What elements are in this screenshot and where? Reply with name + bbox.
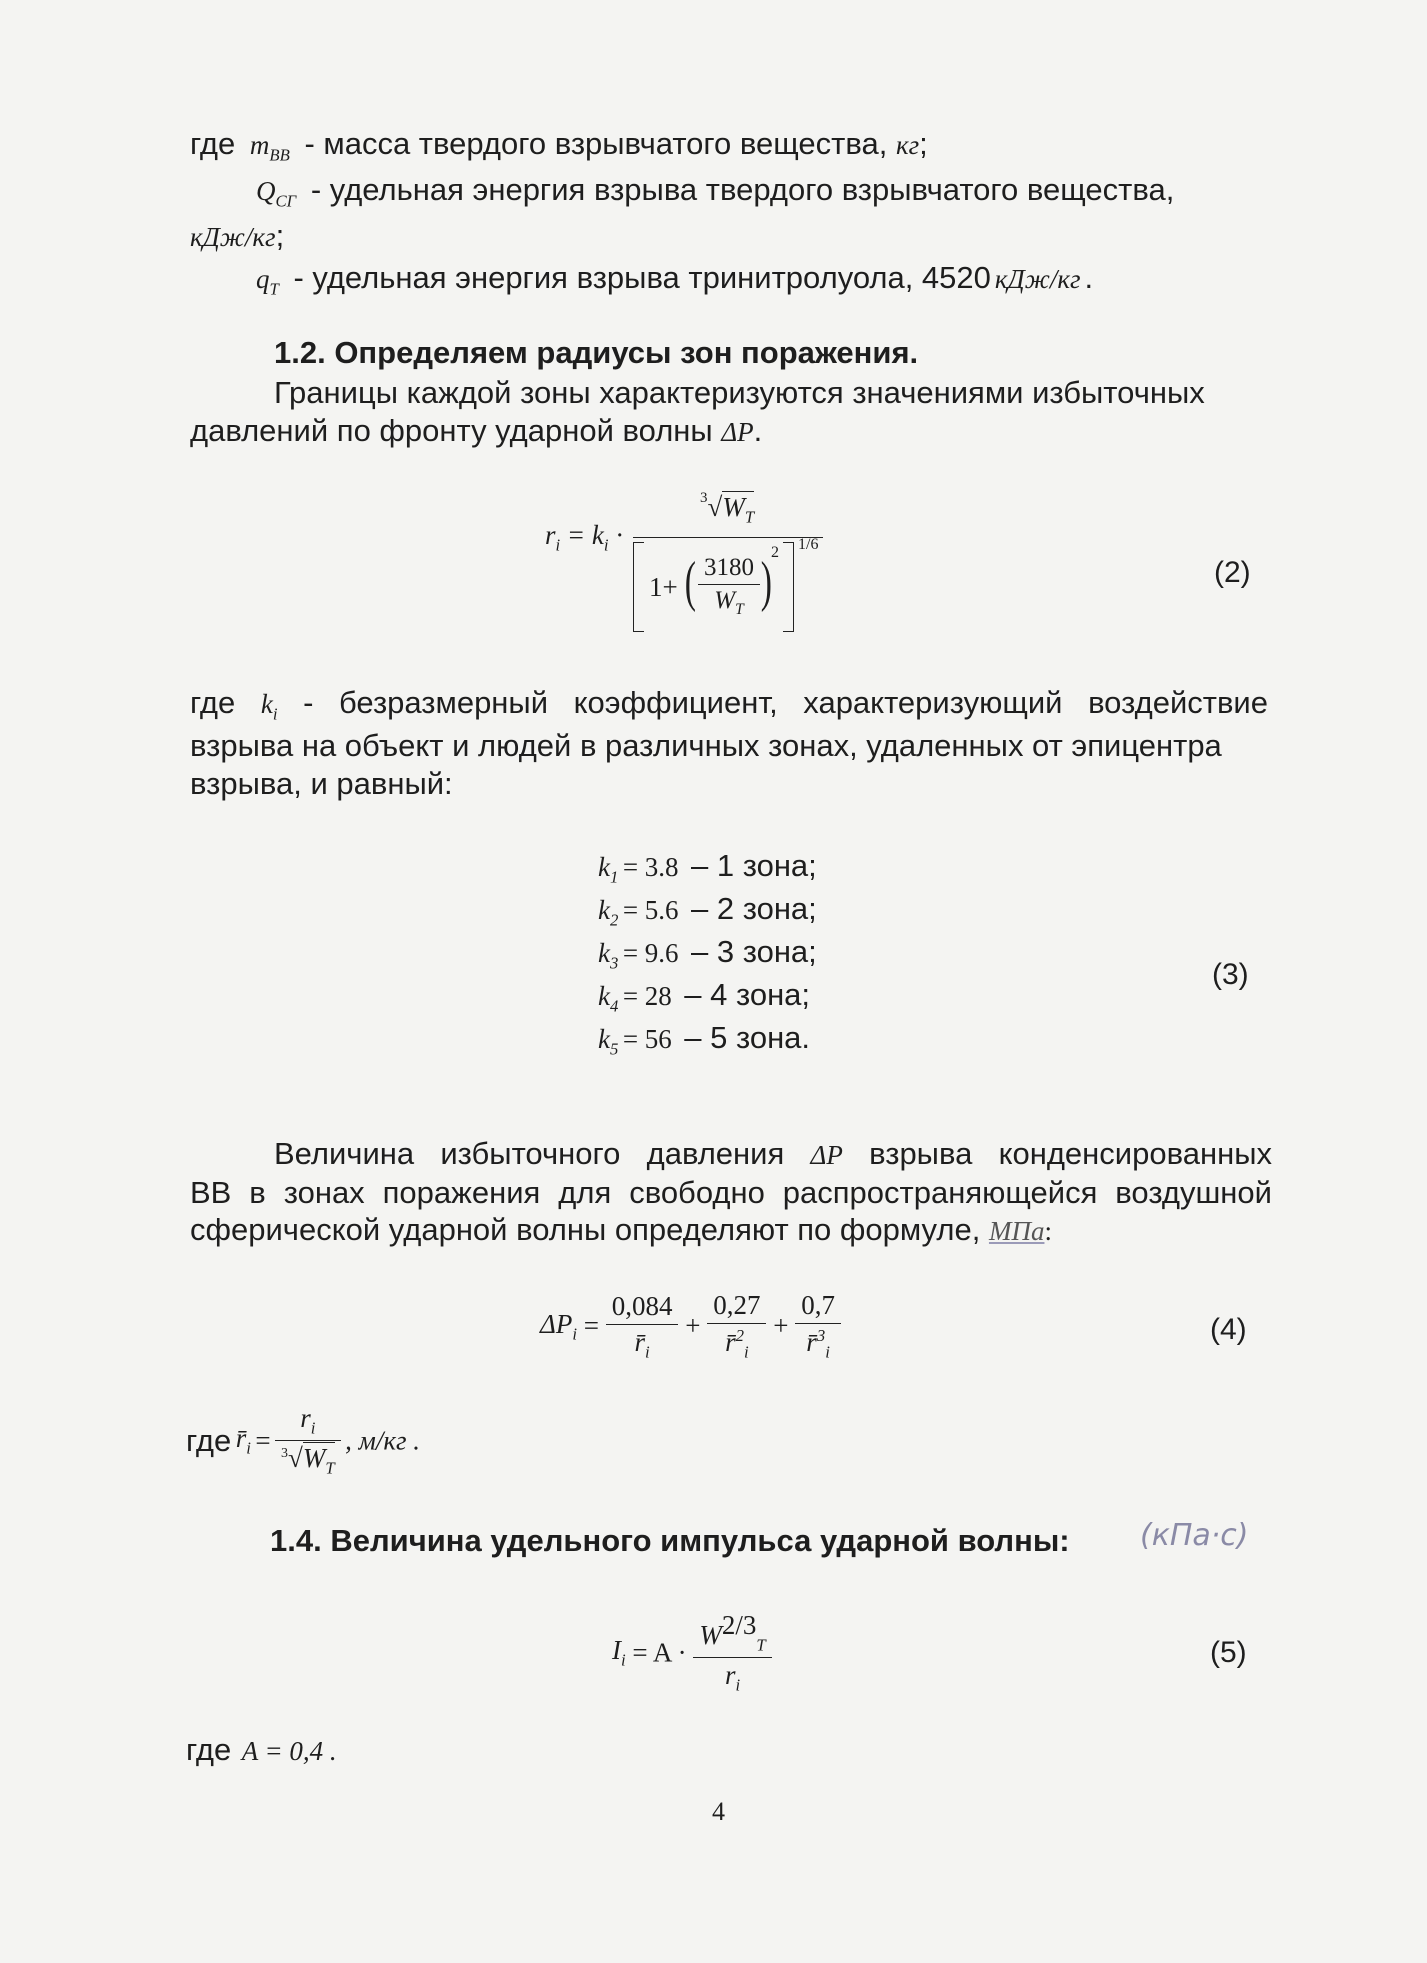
- formula-2-lhs: $r_i = k_i$ ·: [545, 520, 625, 555]
- zone-item: $k_4 = 28 - 4$ зона;: [598, 977, 811, 1016]
- definition-q-sg: $Q_{СГ}$ - удельная энергия взрыва твердого взрывчатого вещества,: [256, 172, 1175, 211]
- page-number: 4: [712, 1797, 725, 1826]
- pressure-paragraph-line1: Величина избыточного давления ΔP взрыва конденсированных: [274, 1136, 1272, 1171]
- equation-number-3: (3): [1212, 958, 1249, 991]
- section-heading-1-4: 1.4. Величина удельного импульса ударной волны:: [270, 1523, 1070, 1558]
- zone-item: $k_2 = 5.6 - 2$ зона;: [598, 891, 817, 930]
- formula-2-numerator: $^3√W_T$: [700, 490, 755, 527]
- ki-definition-line3: взрыва, и равный:: [190, 766, 453, 801]
- ki-definition-line1: где $k_i$ - безразмерный коэффициент, характеризующий воздействие: [190, 685, 1268, 724]
- section-heading-1-2: 1.2. Определяем радиусы зон поражения.: [274, 335, 919, 370]
- formula-5: $I_i = A$ · $\frac{W^{2/3}_T}{r_i}$: [612, 1610, 772, 1696]
- formula-2-left-paren: (: [684, 551, 696, 613]
- formula-2: [545, 492, 835, 642]
- formula-2-square: 2: [771, 544, 779, 561]
- rbar-definition: где $r̄_i$ = $\frac{r_i}{^3√W_T}$ , м/кг .: [186, 1403, 421, 1478]
- zones-list: [598, 848, 817, 1063]
- ki-definition-line2: взрыва на объект и людей в различных зонах, удаленных от эпицентра: [190, 728, 1222, 763]
- paragraph-zone-boundaries-line2: давлений по фронту ударной волны ΔP.: [190, 413, 763, 448]
- formula-2-inner-fraction: $\frac{3180}{W_T}$: [698, 554, 760, 619]
- formula-2-right-bracket: [783, 542, 794, 632]
- definition-m-bb: где $m_{ВВ}$ - масса твердого взрывчатого вещества, кг;: [190, 126, 928, 165]
- zone-item: $k_3 = 9.6 - 3$ зона;: [598, 934, 817, 973]
- formula-2-left-bracket: [633, 542, 644, 632]
- paragraph-zone-boundaries-line1: Границы каждой зоны характеризуются значениями избыточных: [274, 375, 1205, 410]
- equation-number-4: (4): [1210, 1313, 1247, 1346]
- definition-q-t: $q_Т$ - удельная энергия взрыва тринитролуола, 4520 кДж/кг .: [256, 260, 1094, 299]
- formula-2-right-paren: ): [760, 551, 772, 613]
- definition-q-sg-unit: кДж/кг;: [190, 218, 285, 253]
- formula-2-fraction-bar: [633, 537, 823, 538]
- formula-2-outer-power: 1/6: [798, 536, 819, 553]
- handwritten-unit-note: (кПа·с): [1140, 1518, 1249, 1553]
- pressure-paragraph-line3: сферической ударной волны определяют по формуле, МПа:: [190, 1212, 1052, 1247]
- equation-number-2: (2): [1214, 556, 1251, 589]
- a-definition: где A = 0,4 .: [186, 1732, 337, 1767]
- pressure-paragraph-line2: ВВ в зонах поражения для свободно распространяющейся воздушной: [190, 1175, 1272, 1210]
- zone-item: $k_5 = 56 - 5$ зона.: [598, 1020, 811, 1059]
- zone-item: $k_1 = 3.8 - 1$ зона;: [598, 848, 817, 887]
- formula-4: $\Delta P_i$ = $\frac{0,084}{r̄_i}$ + $\frac{0,27}{r̄^2_i}$ + $\frac{0,7}{r̄^3_i}$: [540, 1290, 841, 1362]
- equation-number-5: (5): [1210, 1636, 1247, 1669]
- formula-2-one-plus: 1+: [649, 572, 678, 602]
